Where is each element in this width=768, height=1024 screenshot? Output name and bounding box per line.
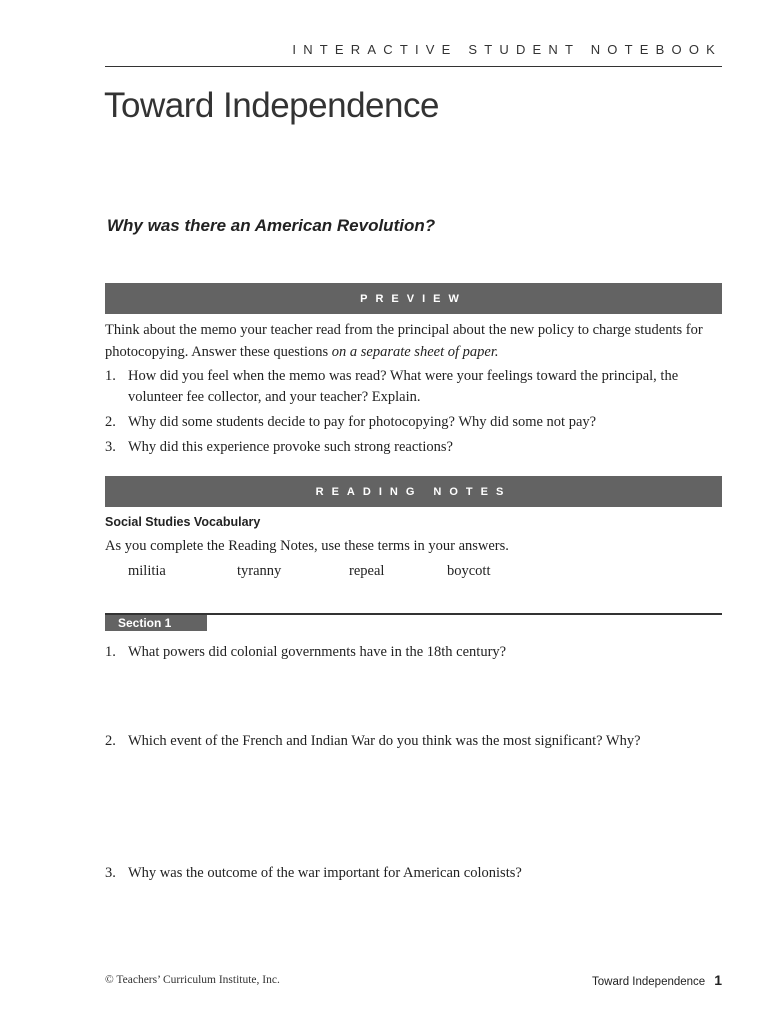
reading-notes-banner [105, 476, 722, 507]
question-text: Which event of the French and Indian War do you think was the most significant? Why? [128, 733, 641, 749]
preview-question [105, 412, 715, 433]
question-number: 2. [105, 413, 116, 430]
question-number: 2. [105, 733, 116, 749]
section-question [105, 642, 725, 662]
preview-question [105, 437, 715, 458]
running-title: Toward Independence [592, 976, 706, 988]
preview-intro-emphasis: on a separate sheet of paper. [331, 344, 499, 360]
vocab-term: militia [128, 563, 166, 579]
preview-question [105, 366, 715, 407]
question-text: Why did this experience provoke such strong reactions? [128, 438, 453, 455]
page-title: Toward Independence [104, 86, 439, 125]
page-footer [592, 972, 722, 990]
vocabulary-heading: Social Studies Vocabulary [105, 515, 261, 529]
question-number: 1. [105, 644, 116, 660]
reading-notes-banner-label: READING NOTES [315, 485, 512, 498]
section-tab-label: Section 1 [118, 616, 172, 630]
preview-banner [105, 283, 722, 314]
preview-intro-text: Think about the memo your teacher read from the principal about the new policy to charge students for photocopying. Answer these questions [105, 322, 703, 360]
vocab-term: boycott [447, 563, 491, 579]
question-text: What powers did colonial governments have in the 18th century? [128, 644, 507, 660]
page-number: 1 [714, 972, 722, 988]
question-number: 3. [105, 438, 116, 455]
preview-question-list [105, 366, 715, 462]
question-number: 1. [105, 368, 116, 384]
notebook-header-label: INTERACTIVE STUDENT NOTEBOOK [292, 42, 722, 57]
copyright-notice: © Teachers’ Curriculum Institute, Inc. [105, 974, 280, 986]
question-text: Why was the outcome of the war important for American colonists? [128, 865, 522, 881]
section-tab [105, 615, 207, 631]
vocab-term: repeal [349, 563, 385, 579]
vocab-term: tyranny [237, 563, 282, 579]
header-divider [105, 66, 722, 67]
question-text: How did you feel when the memo was read? What were your feelings toward the principal, the volunteer fee collector, and your teacher? Explain. [128, 368, 679, 405]
preview-banner-label: PREVIEW [360, 292, 467, 305]
preview-intro [105, 319, 725, 363]
essential-question: Why was there an American Revolution? [107, 216, 436, 235]
section-question [105, 863, 725, 883]
section-question [105, 731, 725, 751]
question-text: Why did some students decide to pay for photocopying? Why did some not pay? [128, 413, 597, 430]
vocabulary-instructions: As you complete the Reading Notes, use these terms in your answers. [105, 538, 509, 554]
question-number: 3. [105, 865, 116, 881]
